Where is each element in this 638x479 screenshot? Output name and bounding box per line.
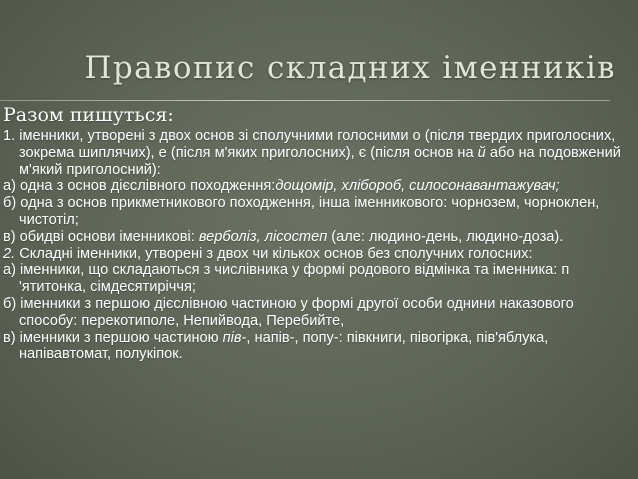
rule-2 <box>3 246 633 263</box>
rule-1b: б) одна з основ прикметникового походження, інша іменникового: чорнозем, чорноклен, чистотіл; <box>3 195 600 228</box>
rule-1a-text: а) одна з основ дієслівного походження: <box>3 178 276 195</box>
rule-2-number: 2. <box>3 245 16 262</box>
rule-1v-examples: верболіз, лісостеп <box>198 228 328 245</box>
rule-2v-text: в) іменники з першою частиною <box>3 329 223 346</box>
rule-1v-text: в) обидві основи іменникові: <box>3 228 199 245</box>
rule-2v-prefix: пів- <box>222 329 247 346</box>
rule-2-text: Складні іменники, утворені з двох чи кількох основ без сполучних голосних: <box>15 245 533 262</box>
slide-body <box>3 104 633 363</box>
title-divider <box>0 100 610 101</box>
rule-1-end: або на подовжений м'який приголосний): <box>19 144 621 178</box>
rule-1a-examples: дощомір, хлібороб, силосонавантажувач; <box>275 178 560 195</box>
rule-1-text: 1. іменники, утворені з двох основ зі сполучними голосними о (після твердих приголосних, зокрема шиплячих), е (після м'яких приголосних), є (після основ на <box>3 128 616 161</box>
rule-1v <box>3 229 633 246</box>
rule-1 <box>3 128 633 178</box>
rule-2v <box>3 330 633 364</box>
rule-2v-end: , напів-, попу-: півкниги, півогірка, пів'яблука, напівавтомат, полукіпок. <box>19 329 549 363</box>
rule-2b: б) іменники з першою дієслівною частиною у формі другої особи однини наказового способу: перекотиполе, Непийвода, Перебийте, <box>3 295 574 329</box>
lead-heading: Разом пишуться: <box>3 104 174 126</box>
slide-title: Правопис складних іменників <box>84 50 616 86</box>
rule-1v-end: (але: людино-день, людино-доза). <box>327 228 564 245</box>
rule-1-letter: й <box>477 144 486 161</box>
rule-2a: а) іменники, що складаються з числівника у формі родового відмінка та іменника: п 'ятитонка, сімдесятиріччя; <box>3 262 570 296</box>
rule-1a <box>3 178 633 195</box>
